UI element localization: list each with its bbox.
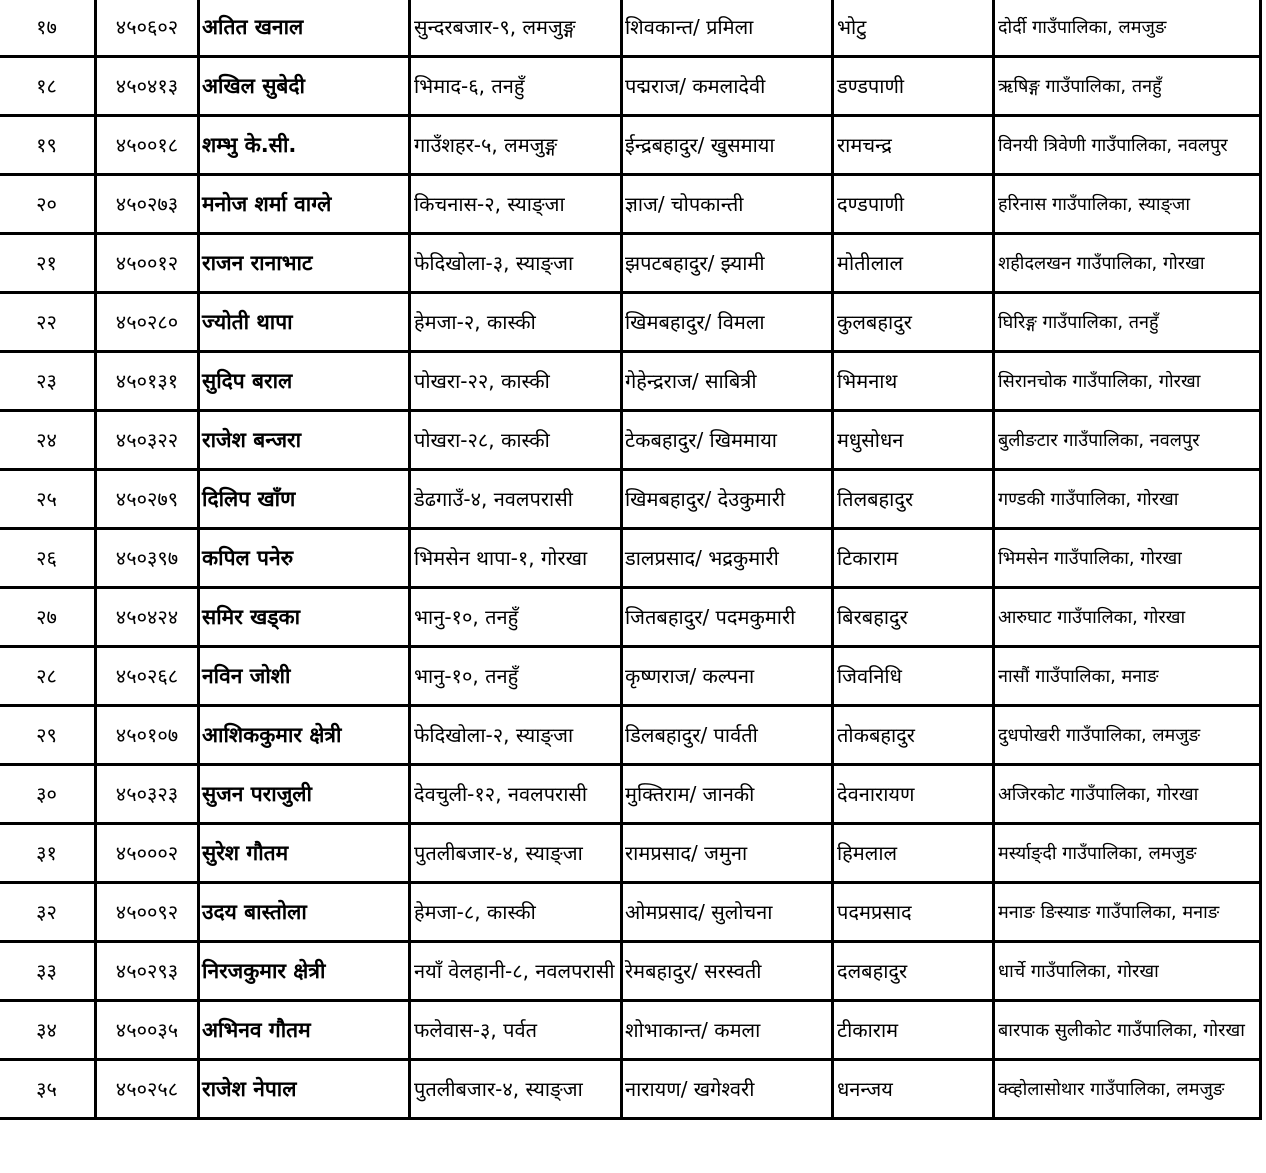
candidate-name: दिलिप खाँण xyxy=(199,470,410,529)
grandfather: भोटु xyxy=(833,0,994,57)
office: मर्स्याङ्दी गाउँपालिका, लमजुङ xyxy=(994,824,1261,883)
table-row xyxy=(0,1060,1261,1119)
table-row xyxy=(0,470,1261,529)
office: शहीदलखन गाउँपालिका, गोरखा xyxy=(994,234,1261,293)
serial-number: २६ xyxy=(0,529,96,588)
candidate-name: उदय बास्तोला xyxy=(199,883,410,942)
parents: शोभाकान्त/ कमला xyxy=(622,1001,833,1060)
office: आरुघाट गाउँपालिका, गोरखा xyxy=(994,588,1261,647)
grandfather: धनन्जय xyxy=(833,1060,994,1119)
candidate-name: शम्भु के.सी. xyxy=(199,116,410,175)
serial-number: २२ xyxy=(0,293,96,352)
roll-number: ४५०४२४ xyxy=(96,588,199,647)
address: डेढगाउँ-४, नवलपरासी xyxy=(410,470,622,529)
roll-number: ४५०१०७ xyxy=(96,706,199,765)
roll-number: ४५०२७९ xyxy=(96,470,199,529)
candidate-name: राजन रानाभाट xyxy=(199,234,410,293)
serial-number: ३४ xyxy=(0,1001,96,1060)
candidate-name: अभिनव गौतम xyxy=(199,1001,410,1060)
grandfather: टिकाराम xyxy=(833,529,994,588)
roll-number: ४५०१३१ xyxy=(96,352,199,411)
address: गाउँशहर-५, लमजुङ्ग xyxy=(410,116,622,175)
parents: ज्ञाज/ चोपकान्ती xyxy=(622,175,833,234)
office: हरिनास गाउँपालिका, स्याङ्जा xyxy=(994,175,1261,234)
candidate-name: सुदिप बराल xyxy=(199,352,410,411)
parents: गेहेन्द्रराज/ साबित्री xyxy=(622,352,833,411)
serial-number: ३३ xyxy=(0,942,96,1001)
table-row xyxy=(0,57,1261,116)
parents: मुक्तिराम/ जानकी xyxy=(622,765,833,824)
roll-number: ४५००९२ xyxy=(96,883,199,942)
roll-number: ४५०२६८ xyxy=(96,647,199,706)
grandfather: हिमलाल xyxy=(833,824,994,883)
candidate-name: सुजन पराजुली xyxy=(199,765,410,824)
grandfather: मोतीलाल xyxy=(833,234,994,293)
candidate-name: आशिककुमार क्षेत्री xyxy=(199,706,410,765)
table-row xyxy=(0,529,1261,588)
serial-number: १९ xyxy=(0,116,96,175)
roll-number: ४५००१८ xyxy=(96,116,199,175)
serial-number: २४ xyxy=(0,411,96,470)
roll-number: ४५०४१३ xyxy=(96,57,199,116)
address: किचनास-२, स्याङ्जा xyxy=(410,175,622,234)
roll-number: ४५००१२ xyxy=(96,234,199,293)
candidate-name: सुरेश गौतम xyxy=(199,824,410,883)
grandfather: देवनारायण xyxy=(833,765,994,824)
grandfather: कुलबहादुर xyxy=(833,293,994,352)
candidate-name: समिर खड्का xyxy=(199,588,410,647)
serial-number: २९ xyxy=(0,706,96,765)
parents: खिमबहादुर/ विमला xyxy=(622,293,833,352)
grandfather: तिलबहादुर xyxy=(833,470,994,529)
office: विनयी त्रिवेणी गाउँपालिका, नवलपुर xyxy=(994,116,1261,175)
roll-number: ४५०३२२ xyxy=(96,411,199,470)
address: देवचुली-१२, नवलपरासी xyxy=(410,765,622,824)
grandfather: मधुसोधन xyxy=(833,411,994,470)
candidate-name: अखिल सुबेदी xyxy=(199,57,410,116)
table-row xyxy=(0,647,1261,706)
table-row xyxy=(0,942,1261,1001)
office: दुधपोखरी गाउँपालिका, लमजुङ xyxy=(994,706,1261,765)
parents: खिमबहादुर/ देउकुमारी xyxy=(622,470,833,529)
office: मनाङ ङिस्याङ गाउँपालिका, मनाङ xyxy=(994,883,1261,942)
serial-number: ३२ xyxy=(0,883,96,942)
table-row xyxy=(0,175,1261,234)
parents: रामप्रसाद/ जमुना xyxy=(622,824,833,883)
candidate-name: कपिल पनेरु xyxy=(199,529,410,588)
serial-number: २३ xyxy=(0,352,96,411)
roll-number: ४५०३२३ xyxy=(96,765,199,824)
roll-number: ४५००३५ xyxy=(96,1001,199,1060)
office: धार्चे गाउँपालिका, गोरखा xyxy=(994,942,1261,1001)
office: सिरानचोक गाउँपालिका, गोरखा xyxy=(994,352,1261,411)
serial-number: २१ xyxy=(0,234,96,293)
parents: नारायण/ खगेश्वरी xyxy=(622,1060,833,1119)
roll-number: ४५०२५८ xyxy=(96,1060,199,1119)
parents: झपटबहादुर/ झ्यामी xyxy=(622,234,833,293)
grandfather: पदमप्रसाद xyxy=(833,883,994,942)
table-row xyxy=(0,116,1261,175)
roll-number: ४५०२८० xyxy=(96,293,199,352)
candidate-name: निरजकुमार क्षेत्री xyxy=(199,942,410,1001)
serial-number: ३० xyxy=(0,765,96,824)
grandfather: टीकाराम xyxy=(833,1001,994,1060)
grandfather: बिरबहादुर xyxy=(833,588,994,647)
grandfather: तोकबहादुर xyxy=(833,706,994,765)
grandfather: दलबहादुर xyxy=(833,942,994,1001)
address: हेमजा-२, कास्की xyxy=(410,293,622,352)
office: बारपाक सुलीकोट गाउँपालिका, गोरखा xyxy=(994,1001,1261,1060)
grandfather: डण्डपाणी xyxy=(833,57,994,116)
parents: पद्मराज/ कमलादेवी xyxy=(622,57,833,116)
roll-number: ४५०००२ xyxy=(96,824,199,883)
office: घिरिङ्ग गाउँपालिका, तनहुँ xyxy=(994,293,1261,352)
parents: शिवकान्त/ प्रमिला xyxy=(622,0,833,57)
candidate-name: राजेश नेपाल xyxy=(199,1060,410,1119)
address: सुन्दरबजार-९, लमजुङ्ग xyxy=(410,0,622,57)
parents: डालप्रसाद/ भद्रकुमारी xyxy=(622,529,833,588)
parents: जितबहादुर/ पदमकुमारी xyxy=(622,588,833,647)
roll-number: ४५०६०२ xyxy=(96,0,199,57)
table-row xyxy=(0,824,1261,883)
table-row xyxy=(0,706,1261,765)
table-row xyxy=(0,352,1261,411)
serial-number: ३५ xyxy=(0,1060,96,1119)
address: भिमसेन थापा-१, गोरखा xyxy=(410,529,622,588)
table-row xyxy=(0,588,1261,647)
address: हेमजा-८, कास्की xyxy=(410,883,622,942)
roll-number: ४५०२९३ xyxy=(96,942,199,1001)
candidate-name: ज्योती थापा xyxy=(199,293,410,352)
address: पोखरा-२२, कास्की xyxy=(410,352,622,411)
parents: ईन्द्रबहादुर/ खुसमाया xyxy=(622,116,833,175)
candidate-name: राजेश बन्जरा xyxy=(199,411,410,470)
office: भिमसेन गाउँपालिका, गोरखा xyxy=(994,529,1261,588)
address: भानु-१०, तनहुँ xyxy=(410,647,622,706)
grandfather: भिमनाथ xyxy=(833,352,994,411)
office: क्व्होलासोथार गाउँपालिका, लमजुङ xyxy=(994,1060,1261,1119)
serial-number: ३१ xyxy=(0,824,96,883)
roll-number: ४५०३९७ xyxy=(96,529,199,588)
address: फेदिखोला-३, स्याङ्जा xyxy=(410,234,622,293)
address: भिमाद-६, तनहुँ xyxy=(410,57,622,116)
table-row xyxy=(0,1001,1261,1060)
table-row xyxy=(0,883,1261,942)
grandfather: दण्डपाणी xyxy=(833,175,994,234)
address: फलेवास-३, पर्वत xyxy=(410,1001,622,1060)
table-row xyxy=(0,765,1261,824)
office: गण्डकी गाउँपालिका, गोरखा xyxy=(994,470,1261,529)
parents: डिलबहादुर/ पार्वती xyxy=(622,706,833,765)
parents: टेकबहादुर/ खिममाया xyxy=(622,411,833,470)
candidate-name: अतित खनाल xyxy=(199,0,410,57)
parents: कृष्णराज/ कल्पना xyxy=(622,647,833,706)
serial-number: २८ xyxy=(0,647,96,706)
roll-number: ४५०२७३ xyxy=(96,175,199,234)
address: फेदिखोला-२, स्याङ्जा xyxy=(410,706,622,765)
serial-number: २० xyxy=(0,175,96,234)
serial-number: १८ xyxy=(0,57,96,116)
address: पोखरा-२८, कास्की xyxy=(410,411,622,470)
serial-number: २५ xyxy=(0,470,96,529)
address: पुतलीबजार-४, स्याङ्जा xyxy=(410,1060,622,1119)
address: नयाँ वेलहानी-८, नवलपरासी xyxy=(410,942,622,1001)
grandfather: रामचन्द्र xyxy=(833,116,994,175)
office: ऋषिङ्ग गाउँपालिका, तनहुँ xyxy=(994,57,1261,116)
serial-number: २७ xyxy=(0,588,96,647)
address: पुतलीबजार-४, स्याङ्जा xyxy=(410,824,622,883)
address: भानु-१०, तनहुँ xyxy=(410,588,622,647)
office: बुलीङटार गाउँपालिका, नवलपुर xyxy=(994,411,1261,470)
table-row xyxy=(0,0,1261,57)
candidate-name: नविन जोशी xyxy=(199,647,410,706)
table-row xyxy=(0,234,1261,293)
office: नासौं गाउँपालिका, मनाङ xyxy=(994,647,1261,706)
office: दोर्दी गाउँपालिका, लमजुङ xyxy=(994,0,1261,57)
parents: रेमबहादुर/ सरस्वती xyxy=(622,942,833,1001)
parents: ओमप्रसाद/ सुलोचना xyxy=(622,883,833,942)
table-row xyxy=(0,293,1261,352)
serial-number: १७ xyxy=(0,0,96,57)
grandfather: जिवनिधि xyxy=(833,647,994,706)
office: अजिरकोट गाउँपालिका, गोरखा xyxy=(994,765,1261,824)
candidate-name: मनोज शर्मा वाग्ले xyxy=(199,175,410,234)
table-row xyxy=(0,411,1261,470)
